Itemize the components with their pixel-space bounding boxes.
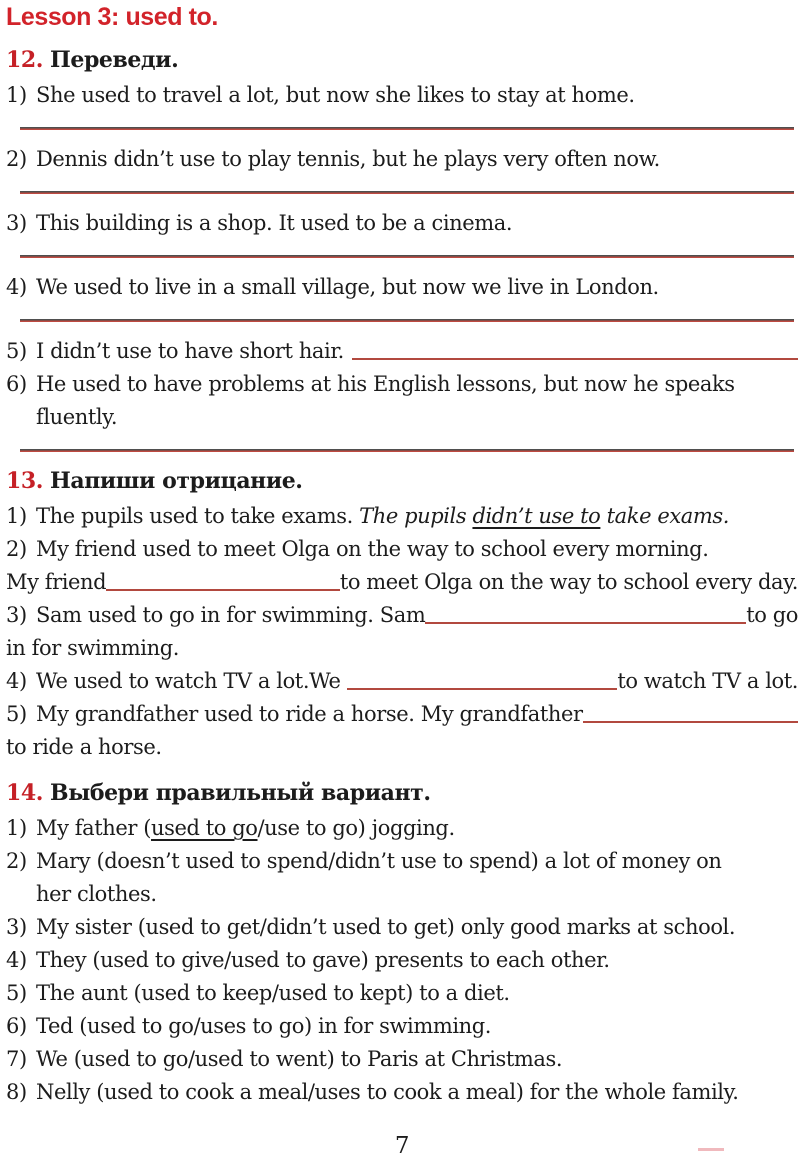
ex13-item-5-continuation (6, 731, 798, 764)
item-text: My grandfather used to ride a horse. My grandfather (36, 702, 583, 726)
item-text: her clothes. (36, 882, 157, 906)
item-text: Sam used to go in for swimming. Sam (36, 603, 426, 627)
answer-blank (106, 566, 340, 591)
page-number: 7 (394, 1133, 410, 1159)
item-text: My friend (6, 570, 107, 594)
ex14-item-7 (6, 1043, 798, 1076)
ex12-item-4 (6, 271, 798, 304)
item-text: We used to watch TV a lot.We (36, 669, 347, 693)
answer-blank (583, 698, 798, 723)
answer-line (20, 319, 794, 322)
item-number: 4) (6, 948, 27, 972)
answer-blank (352, 335, 798, 360)
answer-line (20, 127, 794, 130)
ex13-item-5 (6, 698, 798, 731)
item-number: 3) (6, 603, 27, 627)
exercise-14-title: Выбери правильный вариант. (50, 780, 431, 806)
exercise-13-title: Напиши отрицание. (50, 468, 303, 494)
exercise-13-heading (6, 468, 798, 494)
answer-line (20, 191, 794, 194)
answer-blank (425, 599, 746, 624)
item-text: in for swimming. (6, 636, 179, 660)
ex13-item-1 (6, 500, 798, 533)
item-text: Dennis didn’t use to play tennis, but he plays very often now. (36, 147, 660, 171)
item-number: 3) (6, 211, 27, 235)
ex14-item-6 (6, 1010, 798, 1043)
exercise-13-number: 13. (6, 468, 44, 494)
item-text: They (used to give/used to gave) presents to each other. (36, 948, 610, 972)
stray-pink-mark (698, 1148, 724, 1151)
ex13-item-2-continuation (6, 566, 798, 599)
ex14-item-8 (6, 1076, 798, 1109)
answer-line (20, 255, 794, 258)
item-text: Mary (doesn’t used to spend/didn’t use to spend) a lot of money on (36, 849, 722, 873)
ex12-item-6 (6, 368, 798, 401)
ex14-item-2-continuation (6, 878, 798, 911)
item-number: 2) (6, 849, 27, 873)
item-text: My sister (used to get/didn’t used to get) only good marks at school. (36, 915, 736, 939)
item-text: We (used to go/used to went) to Paris at Christmas. (36, 1047, 563, 1071)
item-number: 1) (6, 83, 27, 107)
exercise-14-heading (6, 780, 798, 806)
ex12-item-3 (6, 207, 798, 240)
sample-answer-italic: take exams. (600, 504, 729, 528)
item-text: to go (746, 603, 798, 627)
item-number: 7) (6, 1047, 27, 1071)
ex13-item-3 (6, 599, 798, 632)
item-text: We used to live in a small village, but now we live in London. (36, 275, 659, 299)
item-text (36, 500, 729, 533)
item-text: to ride a horse. (6, 735, 162, 759)
exercise-12-heading (6, 47, 798, 73)
exercise-12-title: Переведи. (50, 47, 179, 73)
item-text: She used to travel a lot, but now she likes to stay at home. (36, 83, 635, 107)
item-text-part: My father ( (36, 816, 152, 840)
item-number: 2) (6, 537, 27, 561)
item-number: 4) (6, 669, 27, 693)
ex14-item-1 (6, 812, 798, 845)
answer-blank (347, 665, 618, 690)
exercise-14-number: 14. (6, 780, 44, 806)
item-number: 6) (6, 1014, 27, 1038)
ex12-item-2 (6, 143, 798, 176)
ex13-item-2 (6, 533, 798, 566)
item-text: Ted (used to go/uses to go) in for swimming. (36, 1014, 491, 1038)
item-number: 5) (6, 981, 27, 1005)
answer-line (20, 449, 794, 452)
ex12-item-1 (6, 79, 798, 112)
exercise-12-number: 12. (6, 47, 44, 73)
item-number: 2) (6, 147, 27, 171)
ex12-item-5 (6, 335, 798, 368)
item-number: 6) (6, 372, 27, 396)
ex14-item-5 (6, 977, 798, 1010)
item-text: Nelly (used to cook a meal/uses to cook a meal) for the whole family. (36, 1080, 739, 1104)
item-text: He used to have problems at his English lessons, but now he speaks (36, 372, 735, 396)
ex14-item-4 (6, 944, 798, 977)
item-number: 1) (6, 504, 27, 528)
item-text: This building is a shop. It used to be a cinema. (36, 211, 513, 235)
item-text: The aunt (used to keep/used to kept) to a diet. (36, 981, 510, 1005)
item-text-roman: The pupils used to take exams. (36, 504, 360, 528)
item-number: 8) (6, 1080, 27, 1104)
sample-answer-underlined: didn’t use to (472, 504, 601, 528)
item-text: to watch TV a lot. (617, 669, 798, 693)
item-text (36, 812, 455, 845)
item-number: 5) (6, 702, 27, 726)
ex14-item-3 (6, 911, 798, 944)
item-text: My friend used to meet Olga on the way to school every morning. (36, 537, 709, 561)
chosen-option-underlined: used to go (151, 816, 258, 840)
ex14-item-2 (6, 845, 798, 878)
item-text: fluently. (36, 405, 118, 429)
lesson-title: Lesson 3: used to. (6, 3, 218, 31)
item-text-part: /use to go) jogging. (257, 816, 455, 840)
ex13-item-3-continuation (6, 632, 798, 665)
sample-answer-italic: The pupils (359, 504, 473, 528)
item-number: 3) (6, 915, 27, 939)
item-number: 5) (6, 339, 27, 363)
item-number: 4) (6, 275, 27, 299)
ex12-item-6-continuation (6, 401, 798, 434)
item-number: 1) (6, 816, 27, 840)
item-text: to meet Olga on the way to school every day. (339, 570, 798, 594)
ex13-item-4 (6, 665, 798, 698)
item-text: I didn’t use to have short hair. (36, 339, 344, 363)
